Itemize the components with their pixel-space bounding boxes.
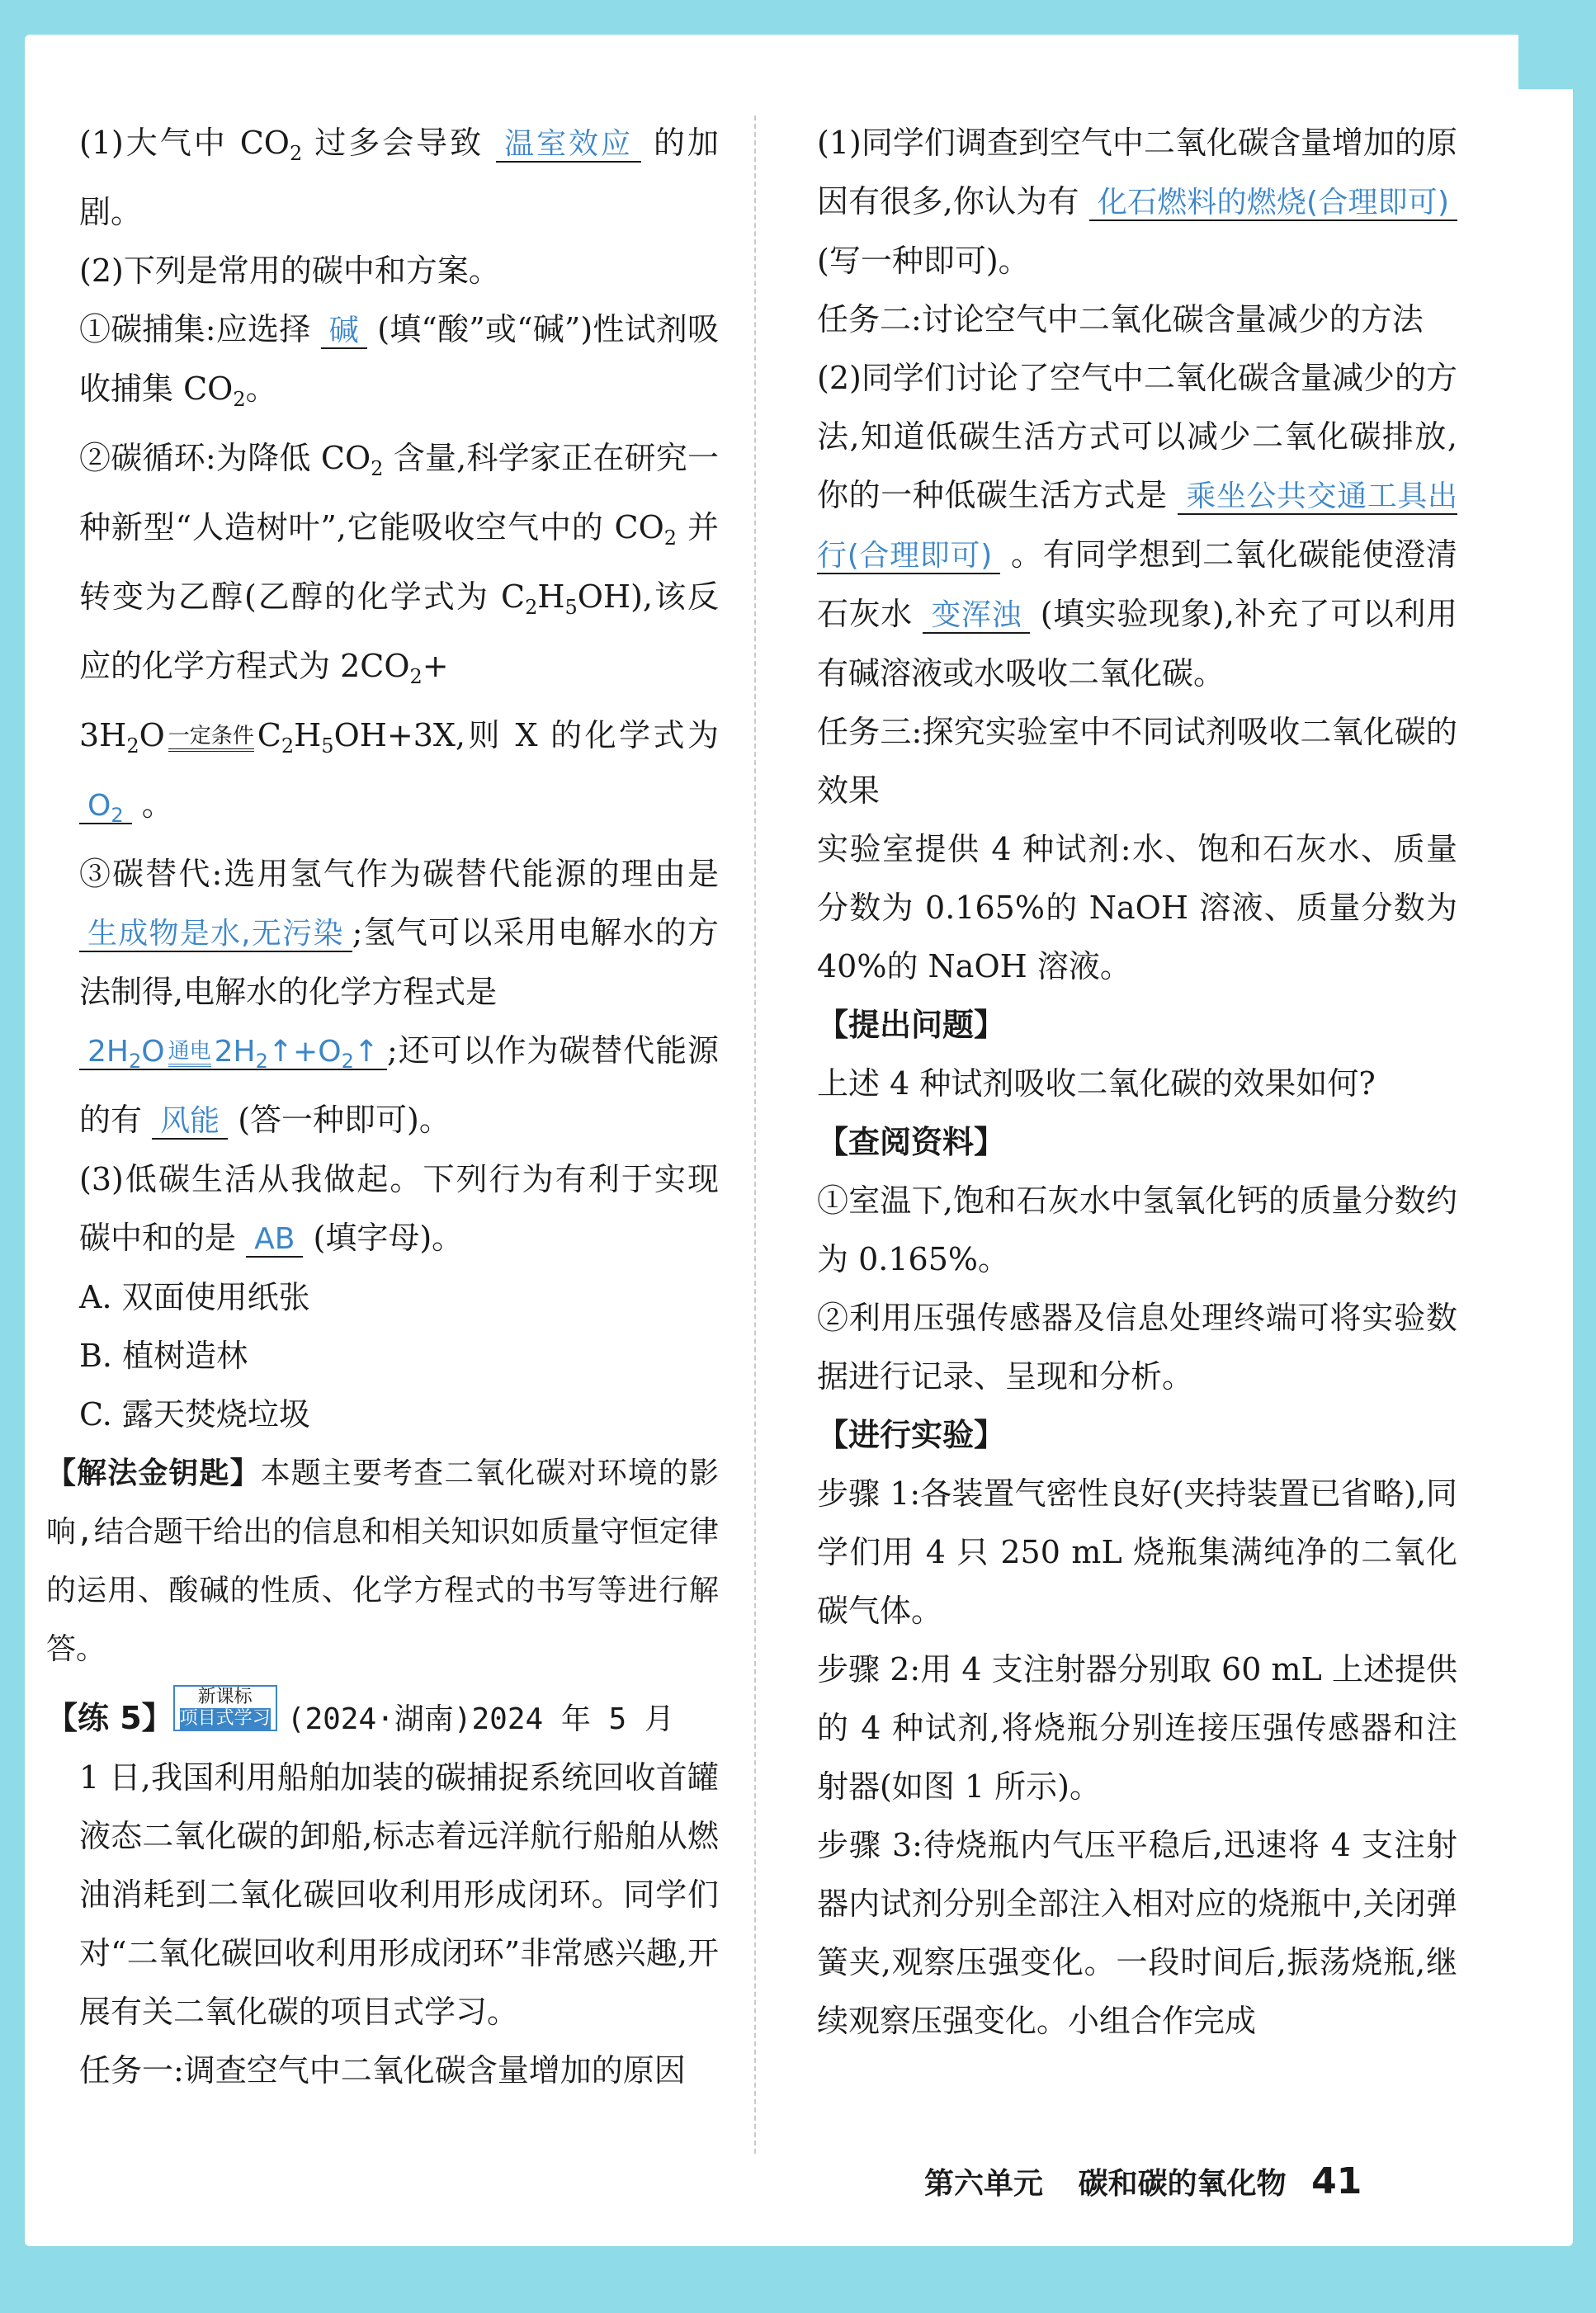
- heading-experiment: 【进行实验】: [817, 1417, 1006, 1453]
- page-number: 41: [1311, 2160, 1362, 2202]
- page-corner: [1518, 35, 1573, 89]
- solution-key: 【解法金钥匙】本题主要考查二氧化碳对环境的影响,结合题干给出的信息和相关知识如质量守恒定律的运用、酸碱的性质、化学方程式的书写等进行解答。: [46, 1456, 719, 1666]
- option-a: A. 双面使用纸张: [79, 1279, 310, 1315]
- task-1-answer: (1)同学们调查到空气中二氧化碳含量增加的原因有很多,你认为有 化石燃料的燃烧(合理即可)(写一种即可)。: [817, 125, 1457, 279]
- answer-blank: 风能: [152, 1104, 228, 1140]
- step-2: 步骤 2:用 4 支注射器分别取 60 mL 上述提供的 4 种试剂,将烧瓶分别连接压强传感器和注射器(如图 1 所示)。: [817, 1651, 1457, 1805]
- carbon-cycle: ②碳循环:为降低 $CO_2$ 含量,科学家正在研究一种新型“人造树叶”,它能吸收空气中的 $CO_2$ 并转变为乙醇(乙醇的化学式为 $C_2H_5OH$),该反应的化学方程式为 $2CO_2+$ $3H_2O$ 一定条件 $C_2H_5OH+3X$,则 X 的化学式为 $O_2$ 。: [79, 440, 719, 827]
- step-1: 步骤 1:各装置气密性良好(夹持装置已省略),同学们用 4 只 250 mL 烧瓶集满纯净的二氧化碳气体。: [817, 1475, 1457, 1629]
- question-2-intro: (2)下列是常用的碳中和方案。: [79, 253, 500, 289]
- answer-blank: 生成物是水,无污染: [79, 917, 352, 952]
- right-column: [817, 114, 1457, 2051]
- answer-blank: 温室效应: [496, 127, 641, 163]
- solution-key-label: 【解法金钥匙】: [46, 1456, 261, 1490]
- task-2: 任务二:讨论空气中二氧化碳含量减少的方法: [817, 301, 1424, 338]
- answer-equation: $2H_2O$ 通电 $2H_2↑+O_2↑$: [79, 1035, 387, 1070]
- carbon-substitution: ③碳替代:选用氢气作为碳替代能源的理由是 生成物是水,无污染 ;氢气可以采用电解水的方法制得,电解水的化学方程式是 $2H_2O$ 通电 $2H_2↑+O_2↑$ ;还可以作为碳替代能源的有 风能 (答一种即可)。: [79, 856, 719, 1138]
- answer-blank: AB: [246, 1222, 303, 1258]
- footer-title: 碳和碳的氧化物: [1078, 2167, 1287, 2201]
- info-1: ①室温下,饱和石灰水中氢氧化钙的质量分数约为 0.165%。: [817, 1182, 1457, 1277]
- carbon-capture: ①碳捕集:应选择 碱 (填“酸”或“碱”)性试剂吸收捕集 $CO_2$。: [79, 311, 719, 411]
- question-text: 上述 4 种试剂吸收二氧化碳的效果如何?: [817, 1065, 1376, 1102]
- question-1: (1)大气中 $CO_2$ 过多会导致 温室效应 的加剧。: [79, 125, 719, 230]
- practice-5-body: 1 日,我国利用船舶加装的碳捕捉系统回收首罐液态二氧化碳的卸船,标志着远洋航行船舶从燃油消耗到二氧化碳回收利用形成闭环。同学们对“二氧化碳回收利用形成闭环”非常感兴趣,开展有关二氧化碳的项目式学习。: [79, 1759, 719, 2030]
- question-3: (3)低碳生活从我做起。下列行为有利于实现碳中和的是 AB (填字母)。: [79, 1161, 719, 1256]
- page-footer: [924, 2160, 1362, 2202]
- step-3: 步骤 3:待烧瓶内气压平稳后,迅速将 4 支注射器内试剂分别全部注入相对应的烧瓶中,关闭弹簧夹,观察压强变化。一段时间后,振荡烧瓶,继续观察压强变化。小组合作完成: [817, 1827, 1457, 2039]
- footer-unit: 第六单元: [924, 2167, 1044, 2201]
- practice-5: 【练 5】 新课标 项目式学习 (2024·湖南)2024 年 5 月: [46, 1687, 674, 1736]
- answer-blank: 碱: [321, 314, 367, 349]
- equation-1: $3H_2O$ 一定条件 $C_2H_5OH+3X$,则 X 的化学式为: [79, 717, 719, 758]
- answer-blank: 化石燃料的燃烧(合理即可): [1089, 186, 1457, 221]
- reaction-condition: 一定条件: [165, 725, 257, 752]
- option-b: B. 植树造林: [79, 1338, 248, 1374]
- column-divider: [754, 116, 756, 2154]
- project-badge: 新课标 项目式学习: [173, 1685, 277, 1731]
- task-2-answer: (2)同学们讨论了空气中二氧化碳含量减少的方法,知道低碳生活方式可以减少二氧化碳排放,你的一种低碳生活方式是 乘坐公共交通工具出行(合理即可) 。有同学想到二氧化碳能使澄清石灰水 变浑浊 (填实验现象),补充了可以利用有碱溶液或水吸收二氧化碳。: [817, 360, 1457, 692]
- heading-question: 【提出问题】: [817, 1007, 1006, 1043]
- answer-blank: $O_2$: [79, 789, 132, 824]
- reagents: 实验室提供 4 种试剂:水、饱和石灰水、质量分数为 0.165%的 NaOH 溶液、质量分数为 40%的 NaOH 溶液。: [817, 831, 1457, 984]
- task-3: 任务三:探究实验室中不同试剂吸收二氧化碳的效果: [817, 714, 1457, 809]
- left-column: [46, 114, 719, 2100]
- task-1: 任务一:调查空气中二氧化碳含量增加的原因: [79, 2052, 686, 2089]
- answer-blank: 变浑浊: [923, 598, 1030, 634]
- option-c: C. 露天焚烧垃圾: [79, 1396, 310, 1433]
- answer-blank: 乘坐公共交通工具出行(合理即可): [817, 479, 1457, 573]
- heading-info: 【查阅资料】: [817, 1124, 1006, 1160]
- reaction-condition: 通电: [165, 1041, 215, 1067]
- info-2: ②利用压强传感器及信息处理终端可将实验数据进行记录、呈现和分析。: [817, 1300, 1457, 1395]
